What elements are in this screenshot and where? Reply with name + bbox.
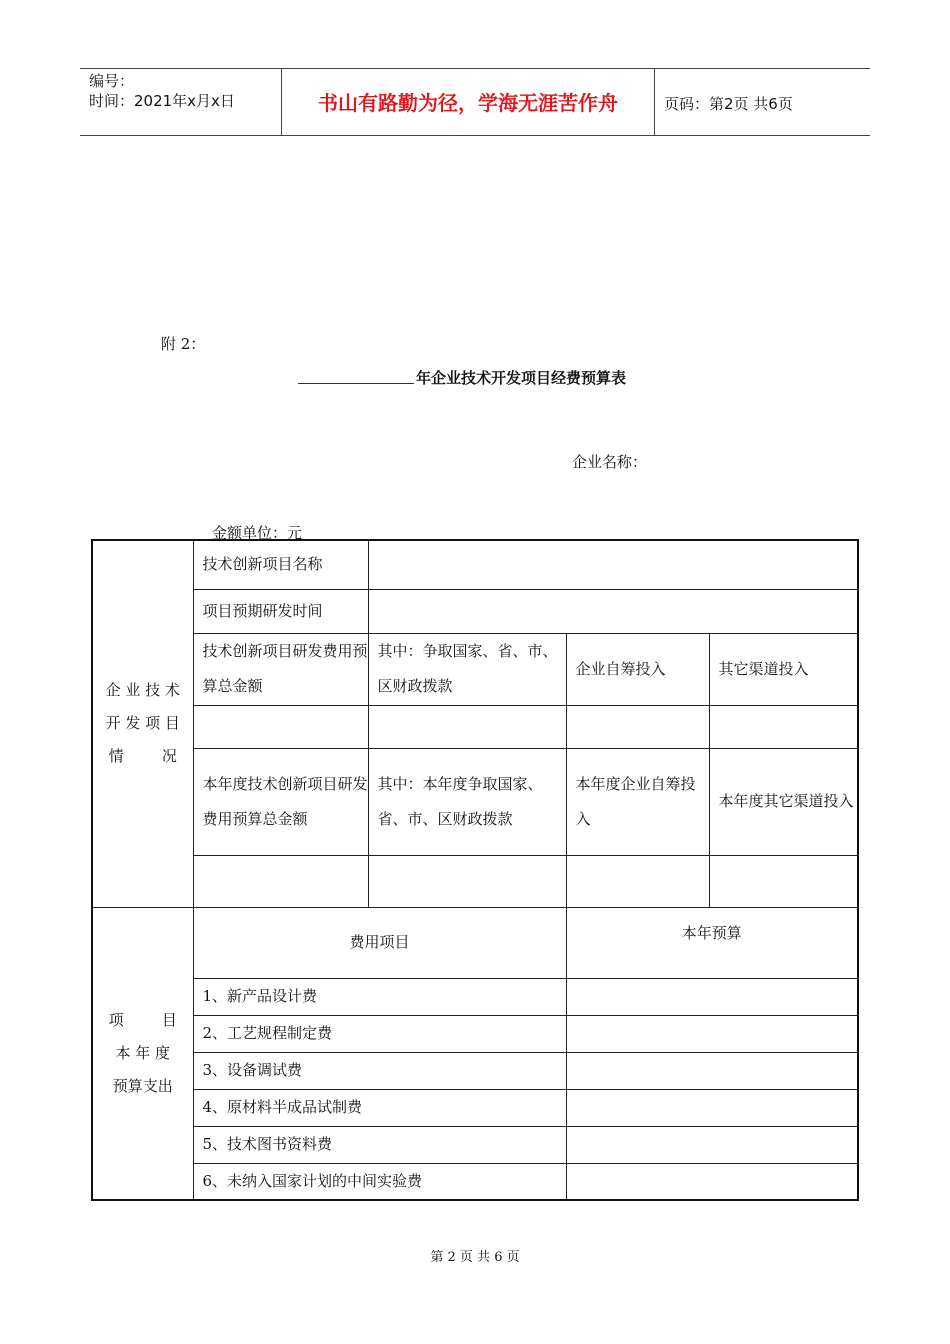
expense-budget-input[interactable] [566, 1126, 858, 1163]
section-annual-expenditure: 项 目 本 年 度 预算支出 [92, 907, 193, 1200]
dev-time-input[interactable] [368, 589, 858, 633]
expense-item: 6、未纳入国家计划的中间实验费 [193, 1163, 566, 1200]
year-total-label: 本年度技术创新项目研发费用预算总金额 [193, 748, 368, 855]
document-title: 年企业技术开发项目经费预算表 [416, 369, 627, 387]
year-gov-label: 其中：本年度争取国家、省、市、区财政拨款 [368, 748, 566, 855]
header-divider [654, 68, 655, 135]
year-total-input[interactable] [193, 855, 368, 907]
page-info: 页码：第2页 共6页 [664, 95, 793, 113]
expense-item: 4、原材料半成品试制费 [193, 1089, 566, 1126]
project-name-input[interactable] [368, 540, 858, 589]
expense-header: 费用项目 [193, 907, 566, 978]
number-label: 编号： [89, 72, 135, 90]
other-funds-input[interactable] [709, 705, 858, 748]
total-budget-input[interactable] [193, 705, 368, 748]
gov-funds-input[interactable] [368, 705, 566, 748]
amount-unit-label: 金额单位：元 [212, 524, 303, 542]
year-self-label: 本年度企业自筹投入 [566, 748, 709, 855]
time-label: 时间：2021年x月x日 [89, 92, 235, 110]
expense-item: 5、技术图书资料费 [193, 1126, 566, 1163]
year-blank-line [298, 383, 414, 384]
header-bottom-rule [80, 135, 870, 136]
year-other-input[interactable] [709, 855, 858, 907]
expense-budget-input[interactable] [566, 1015, 858, 1052]
year-gov-input[interactable] [368, 855, 566, 907]
expense-budget-input[interactable] [566, 1163, 858, 1200]
year-self-input[interactable] [566, 855, 709, 907]
expense-item: 1、新产品设计费 [193, 978, 566, 1015]
company-name-label: 企业名称： [572, 453, 648, 471]
budget-header: 本年预算 [566, 907, 858, 978]
section-project-situation: 企 业 技 术 开 发 项 目 情 况 [92, 540, 193, 907]
expense-budget-input[interactable] [566, 978, 858, 1015]
self-funds-input[interactable] [566, 705, 709, 748]
self-funds-label: 企业自筹投入 [566, 633, 709, 705]
motto-text: 书山有路勤为径，学海无涯苦作舟 [318, 91, 618, 115]
budget-table [91, 539, 859, 1201]
expense-item: 2、工艺规程制定费 [193, 1015, 566, 1052]
page-footer: 第 2 页 共 6 页 [430, 1250, 520, 1265]
year-other-label: 本年度其它渠道投入 [709, 748, 858, 855]
gov-funds-label: 其中：争取国家、省、市、区财政拨款 [368, 633, 566, 705]
total-budget-label: 技术创新项目研发费用预算总金额 [193, 633, 368, 705]
project-name-label: 技术创新项目名称 [193, 540, 368, 589]
dev-time-label: 项目预期研发时间 [193, 589, 368, 633]
expense-budget-input[interactable] [566, 1089, 858, 1126]
expense-item: 3、设备调试费 [193, 1052, 566, 1089]
attachment-label: 附 2： [161, 335, 206, 353]
other-funds-label: 其它渠道投入 [709, 633, 858, 705]
expense-budget-input[interactable] [566, 1052, 858, 1089]
